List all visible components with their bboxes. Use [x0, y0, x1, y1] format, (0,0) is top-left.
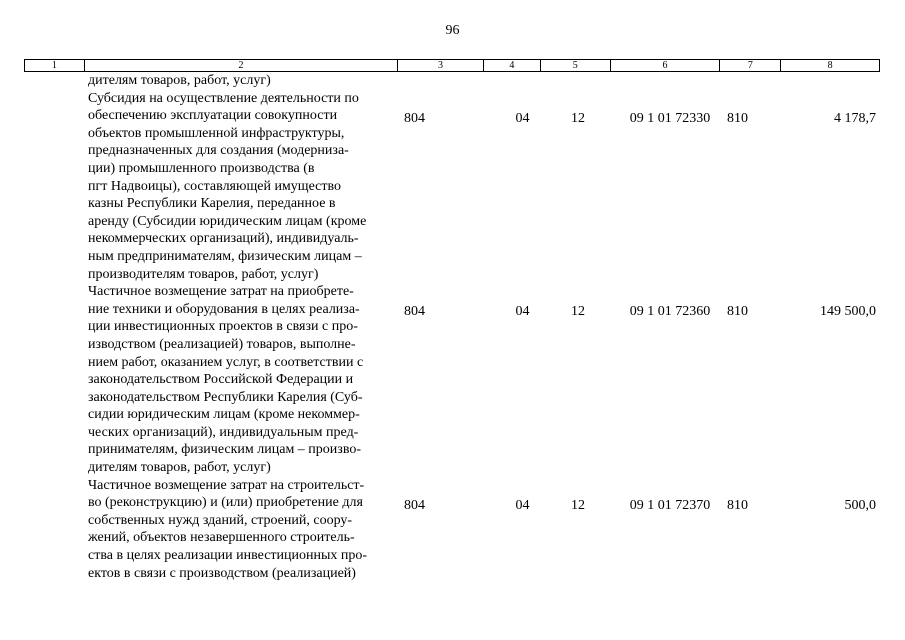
cell-subsection	[541, 72, 611, 90]
cell-target-article: 09 1 01 72360	[629, 304, 711, 320]
table-row	[24, 477, 880, 583]
cell-expense-type: 810	[727, 304, 748, 320]
description-line: дителям товаров, работ, услуг)	[88, 73, 271, 88]
cell-section: 04	[515, 110, 530, 126]
description-line: ческих организаций), индивидуальным пред-	[88, 424, 359, 440]
description-line: пгт Надвоицы), составляющей имущество	[88, 178, 341, 194]
column-header-1: 1	[25, 60, 85, 71]
description-line: предназначенных для создания (модерниза-	[88, 143, 349, 159]
cell-target-article: 09 1 01 72370	[629, 497, 711, 513]
cell-expense-type	[721, 72, 782, 90]
cell-amount	[782, 72, 880, 90]
description-line: производителям товаров, работ, услуг)	[88, 266, 319, 282]
cell-amount: 500,0	[844, 497, 876, 513]
cell-subsection: 12	[571, 110, 585, 126]
column-header-4: 4	[484, 60, 541, 71]
cell-ministry-code: 804	[404, 497, 425, 513]
description-line: дителям товаров, работ, услуг)	[88, 460, 271, 476]
description-line: объектов промышленной инфраструктуры,	[88, 125, 345, 141]
cell-col-1	[24, 72, 84, 90]
description-line: ние техники и оборудования в целях реализа-	[88, 301, 360, 317]
column-header-2: 2	[85, 60, 398, 71]
cell-ministry-code: 804	[404, 110, 425, 126]
cell-description	[84, 477, 398, 583]
description-line: обеспечению эксплуатации совокупности	[88, 108, 338, 124]
column-header-7: 7	[720, 60, 781, 71]
table-body	[24, 72, 880, 582]
column-header-8: 8	[827, 60, 833, 71]
column-header-3: 3	[398, 60, 484, 71]
description-line: казны Республики Карелия, переданное в	[88, 196, 336, 212]
description-line: сидии юридическим лицам (кроме некоммер-	[88, 407, 360, 423]
description-line: нием работ, оказанием услуг, в соответствии с	[88, 354, 364, 370]
cell-description	[84, 283, 398, 477]
cell-subsection: 12	[571, 497, 585, 513]
cell-subsection: 12	[571, 304, 585, 320]
description-line: собственных нужд зданий, строений, соору-	[88, 512, 353, 528]
table-header-row	[24, 59, 880, 72]
description-line: ным предпринимателям, физическим лицам –	[88, 248, 362, 264]
cell-amount: 4 178,7	[834, 110, 876, 126]
cell-description	[84, 72, 398, 90]
description-line: аренду (Субсидии юридическим лицам (кроме	[88, 213, 367, 229]
description-line: Частичное возмещение затрат на строительст-	[88, 477, 365, 493]
description-line: Частичное возмещение затрат на приобрете-	[88, 284, 354, 300]
cell-target-article: 09 1 01 72330	[629, 110, 711, 126]
column-header-6: 6	[611, 60, 721, 71]
cell-section: 04	[515, 304, 530, 320]
table-row	[24, 90, 880, 284]
cell-ministry-code: 804	[404, 304, 425, 320]
cell-col-1	[24, 477, 84, 583]
cell-col-1	[24, 90, 84, 284]
table-row	[24, 283, 880, 477]
cell-ministry-code	[398, 72, 484, 90]
description-line: изводством (реализацией) товаров, выполне-	[88, 336, 356, 352]
description-line: принимателям, физическим лицам – произво-	[88, 442, 361, 458]
table-row	[24, 72, 880, 90]
description-line: ции) промышленного производства (в	[88, 160, 315, 176]
page-number: 96	[445, 23, 460, 38]
description-line: ции инвестиционных проектов в связи с про-	[88, 319, 358, 335]
cell-target-article	[611, 72, 721, 90]
description-line: жений, объектов незавершенного строитель-	[88, 530, 355, 546]
description-line: ектов в связи с производством (реализацией)	[88, 565, 356, 581]
description-line: Субсидия на осуществление деятельности по	[88, 90, 359, 106]
cell-expense-type: 810	[727, 497, 748, 513]
description-line: законодательством Республики Карелия (Суб-	[88, 389, 363, 405]
cell-amount: 149 500,0	[820, 304, 876, 320]
cell-col-1	[24, 283, 84, 477]
description-line: во (реконструкцию) и (или) приобретение для	[88, 495, 363, 511]
description-line: ства в целях реализации инвестиционных про-	[88, 548, 368, 564]
description-line: некоммерческих организаций), индивидуаль-	[88, 231, 359, 247]
cell-description	[84, 90, 398, 284]
column-header-5: 5	[541, 60, 611, 71]
cell-section	[484, 72, 541, 90]
description-line: законодательством Российской Федерации и	[88, 372, 354, 388]
cell-section: 04	[515, 497, 530, 513]
cell-expense-type: 810	[727, 110, 748, 126]
